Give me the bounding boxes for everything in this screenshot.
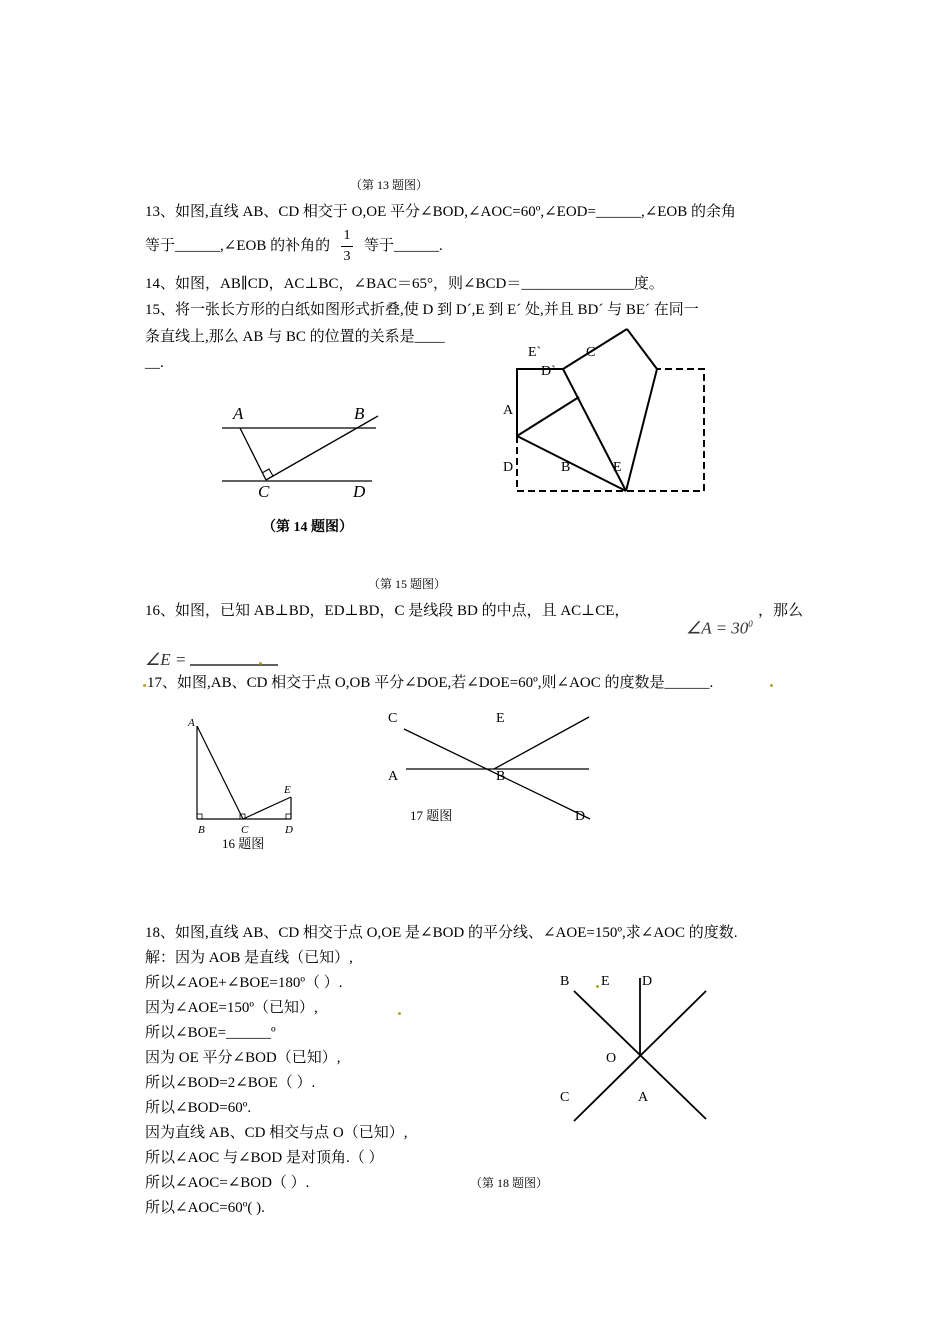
q18-line-7: 所以∠BOD=60º.: [145, 1100, 252, 1116]
fig16-caption: 16 题图: [222, 836, 265, 851]
q18-line-2: 所以∠AOE+∠BOE=180º（ ）.: [145, 975, 343, 991]
fig15-label-d-prime: D`: [541, 364, 556, 379]
fig15-label-a: A: [503, 403, 514, 418]
q15-line2: 条直线上,那么 AB 与 BC 的位置的关系是____: [145, 329, 445, 345]
fig17-label-d: D: [575, 809, 586, 824]
fig17-label-c: C: [388, 711, 398, 726]
fig14-label-a: A: [233, 404, 244, 423]
fig16-label-c: C: [241, 824, 249, 836]
q13-line1: 13、如图,直线 AB、CD 相交于 O,OE 平分∠BOD,∠AOC=60º,∠EOD=______,∠EOB 的余角: [145, 204, 737, 220]
decorative-dot: [596, 985, 599, 988]
fig14-label-b: B: [354, 404, 365, 423]
fig18-caption: （第 18 题图）: [470, 1176, 549, 1190]
fig16-label-d: D: [285, 824, 293, 836]
q13-fraction-numerator: 1: [343, 228, 351, 243]
q18-line-3: 因为∠AOE=150º（已知）,: [145, 1000, 318, 1016]
q14-text: 14、如图，AB∥CD，AC⊥BC，∠BAC＝65°，则∠BCD＝_______________度。: [145, 276, 664, 292]
q18-line-4: 所以∠BOE=______º: [145, 1025, 276, 1041]
fig18-label-d: D: [642, 974, 653, 989]
fig18-label-b: B: [560, 974, 570, 989]
fig15-label-e-prime: E`: [528, 345, 542, 360]
fig14-caption: （第 14 题图）: [262, 520, 353, 535]
fig15-label-d: D: [503, 460, 514, 475]
fig17-label-a: A: [388, 769, 399, 784]
q15-line3: __.: [145, 355, 164, 371]
q13-fraction-denominator: 3: [343, 249, 351, 264]
q16-given-angle: ∠A = $30^0$: [686, 618, 753, 638]
q15-caption: （第 15 题图）: [368, 577, 447, 591]
fig18-label-c: C: [560, 1090, 570, 1105]
fig15-label-e: E: [613, 460, 622, 475]
fig14-label-c: C: [258, 482, 270, 501]
fig15-label-c: C: [586, 345, 596, 360]
fig17-label-e: E: [496, 711, 505, 726]
q13-caption: （第 13 题图）: [350, 178, 429, 192]
q13-line2a: 等于______,∠EOB 的补角的: [145, 238, 331, 254]
fig16-label-b: B: [198, 824, 205, 836]
fig17-caption: 17 题图: [410, 808, 453, 823]
q18-line-6: 所以∠BOD=2∠BOE（ ）.: [145, 1075, 316, 1091]
q15-line1: 15、将一张长方形的白纸如图形式折叠,使 D 到 D´,E 到 E´ 处,并且 BD´ 与 BE´ 在同一: [145, 302, 699, 318]
fig18-label-a: A: [638, 1090, 649, 1105]
q18-line-11: 所以∠AOC=60º( ).: [145, 1200, 265, 1216]
q18-line-8: 因为直线 AB、CD 相交与点 O（已知）,: [145, 1125, 408, 1141]
q18-line-9: 所以∠AOC 与∠BOD 是对顶角.（ ）: [145, 1150, 384, 1166]
q16-tail: ，那么: [758, 603, 804, 619]
fig18-label-e: E: [601, 974, 610, 989]
q17-text: 17、如图,AB、CD 相交于点 O,OB 平分∠DOE,若∠DOE=60º,则∠AOC 的度数是______.: [147, 675, 714, 691]
q16-line1: 16、如图，已知 AB⊥BD，ED⊥BD，C 是线段 BD 的中点，且 AC⊥CE，: [145, 603, 630, 619]
q18-line-1: 解：因为 AOB 是直线（已知）,: [145, 950, 353, 966]
fig14-label-d: D: [353, 482, 366, 501]
q13-line2b: 等于______.: [364, 238, 443, 254]
fig15-label-b: B: [561, 460, 571, 475]
q18-line-0: 18、如图,直线 AB、CD 相交于点 O,OE 是∠BOD 的平分线、∠AOE=150º,求∠AOC 的度数.: [145, 925, 738, 941]
fig18-label-o: O: [606, 1051, 617, 1066]
q18-line-5: 因为 OE 平分∠BOD（已知）,: [145, 1050, 341, 1066]
fig16-label-a: A: [188, 717, 195, 729]
q16-answer-prefix: ∠E =: [145, 650, 187, 669]
q18-line-10: 所以∠AOC=∠BOD（ ）.: [145, 1175, 310, 1191]
fig16-label-e: E: [284, 784, 291, 796]
fig17-label-b: B: [496, 769, 506, 784]
